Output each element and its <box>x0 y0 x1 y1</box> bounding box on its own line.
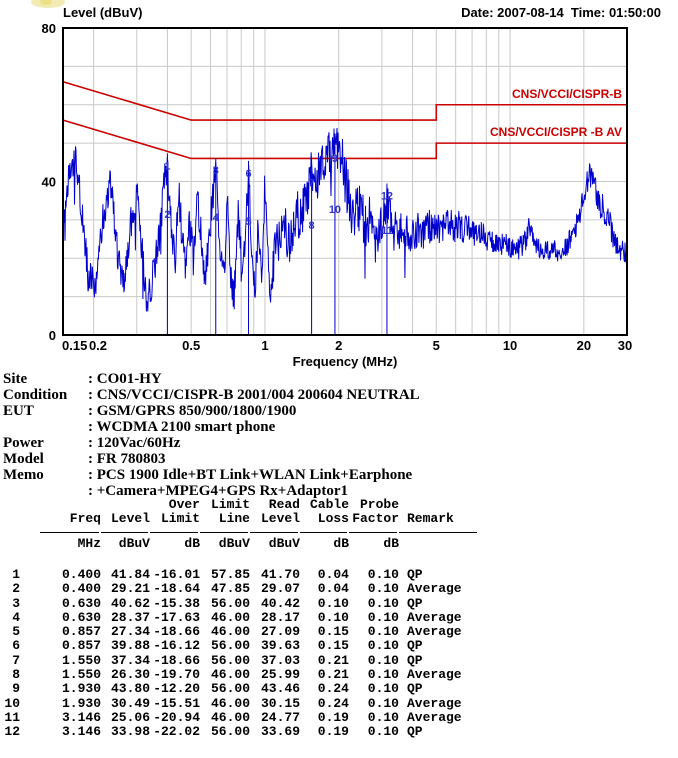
table-row-cell: 28.37 <box>110 609 150 625</box>
measurement-table <box>4 498 479 740</box>
table-row-cell: 56.00 <box>210 652 250 668</box>
table-row-cell: 47.85 <box>210 581 250 597</box>
table-row-cell: 30.15 <box>260 695 300 711</box>
table-row-cell: 33.69 <box>260 724 300 740</box>
marker-number-label: 10 <box>328 203 342 216</box>
table-row-cell: 3.146 <box>61 709 101 725</box>
table-row-cell: QP <box>407 681 423 697</box>
table-header-row1-cell: Limit <box>210 497 250 512</box>
emi-spectrum-chart <box>0 0 678 370</box>
table-row-cell: 46.00 <box>210 667 250 683</box>
info-row <box>3 419 643 435</box>
x-tick-label: 10 <box>502 338 518 353</box>
info-row <box>3 387 643 403</box>
axes <box>42 21 633 369</box>
table-row-cell: 0.857 <box>61 638 101 654</box>
info-label: Condition <box>3 387 68 403</box>
table-row-cell: -12.20 <box>153 681 200 697</box>
table-row-cell: 5 <box>12 624 20 640</box>
x-tick-label: 0.15 <box>62 338 88 353</box>
table-header-row1-cell <box>4 498 20 512</box>
table-row-cell: 1.930 <box>61 695 101 711</box>
table-row-cell: 9 <box>12 681 20 697</box>
table-row <box>4 597 479 611</box>
table-row-cell: 46.00 <box>210 609 250 625</box>
table-row-cell: QP <box>407 567 423 582</box>
table-row-cell: 43.80 <box>110 681 150 697</box>
table-row-cell: -18.64 <box>153 581 200 597</box>
info-row <box>3 435 643 451</box>
info-value: : CO01-HY <box>88 371 162 387</box>
table-row-cell: 1.550 <box>61 652 101 668</box>
table-row-cell: 30.49 <box>110 695 150 711</box>
table-units-row-cell <box>399 537 479 551</box>
x-tick-label: 1 <box>261 338 269 353</box>
table-row-cell: 25.99 <box>260 667 300 683</box>
marker-number-label: 6 <box>245 167 252 180</box>
table-row-cell: Average <box>407 709 462 725</box>
table-row-cell: QP <box>407 652 423 668</box>
table-row <box>4 725 479 739</box>
table-header-row1-cell: Read <box>268 497 300 512</box>
info-label <box>3 419 88 435</box>
table-row-cell: -22.02 <box>153 724 200 740</box>
table-units-row-cell: dBuV <box>118 536 150 551</box>
info-value: : CNS/VCCI/CISPR-B 2001/004 200604 NEUTRAL <box>88 387 420 403</box>
marker-number-label: 1 <box>164 160 171 173</box>
info-label: Site <box>3 371 28 387</box>
x-tick-label: 20 <box>576 338 592 353</box>
table-header-row2-cell: Remark <box>407 511 454 526</box>
table-row-cell: 0.21 <box>317 667 349 683</box>
table-row-cell: 0.400 <box>61 581 101 597</box>
table-row-cell: -15.38 <box>153 595 200 611</box>
table-row-cell: 1.550 <box>61 667 101 683</box>
table-units-row-cell: dB <box>383 536 399 551</box>
table-row-cell: 7 <box>12 652 20 668</box>
table-row-cell: 0.10 <box>367 581 399 597</box>
table-row-cell: 46.00 <box>210 624 250 640</box>
table-row <box>4 625 479 639</box>
marker-number-label: 12 <box>380 190 394 203</box>
info-value: : 120Vac/60Hz <box>88 435 181 451</box>
table-row-cell: Average <box>407 581 462 597</box>
table-row-cell: 43.46 <box>260 681 300 697</box>
y-tick-label: 0 <box>48 328 56 343</box>
table-rule-cell <box>4 526 20 537</box>
marker-number-label: 9 <box>331 152 339 165</box>
x-axis-title: Frequency (MHz) <box>292 354 398 369</box>
table-row-cell: 0.10 <box>317 595 349 611</box>
table-row-cell: 10 <box>4 695 20 711</box>
table-row-cell: 0.10 <box>367 667 399 683</box>
info-label: Memo <box>3 467 44 483</box>
table-row-cell: 37.34 <box>110 652 150 668</box>
y-tick-label: 40 <box>41 174 56 190</box>
table-row-cell: 29.21 <box>110 581 150 597</box>
x-tick-label: 5 <box>432 338 440 353</box>
table-row-cell: 0.10 <box>317 609 349 625</box>
table-row <box>4 582 479 596</box>
table-row-cell: -18.66 <box>153 624 200 640</box>
table-row <box>4 711 479 725</box>
table-units-row-cell: dBuV <box>218 536 250 551</box>
table-header-row2-cell: Limit <box>160 511 200 526</box>
marker-number-label: 11 <box>381 224 393 237</box>
table-row-cell: 39.88 <box>110 638 150 654</box>
x-tick-label: 30 <box>617 338 633 353</box>
table-header-row1 <box>4 498 479 512</box>
y-tick-label: 80 <box>41 21 56 36</box>
table-row-cell: 0.10 <box>367 709 399 725</box>
info-row <box>3 467 643 483</box>
table-header-row1-cell: Over <box>168 497 200 512</box>
table-row-cell: 0.15 <box>317 624 349 640</box>
table-header-row2-cell: Level <box>110 511 150 526</box>
table-row-cell: 0.400 <box>61 567 101 582</box>
info-label: EUT <box>3 403 34 419</box>
table-row <box>4 639 479 653</box>
y-axis-title: Level (dBuV) <box>63 5 143 20</box>
table-header-row2-cell: Level <box>260 511 300 526</box>
table-row-cell: 0.10 <box>367 695 399 711</box>
table-row-cell: 0.857 <box>61 624 101 640</box>
table-row-cell: 1.930 <box>61 681 101 697</box>
table-row-cell: 0.10 <box>367 652 399 668</box>
table-row-cell: 4 <box>12 609 20 625</box>
table-row <box>4 697 479 711</box>
info-label: Power <box>3 435 44 451</box>
table-row-cell: 40.42 <box>260 595 300 611</box>
limit-lines <box>63 82 627 159</box>
table-row-cell: -18.66 <box>153 652 200 668</box>
table-row-cell: 0.24 <box>317 695 349 711</box>
table-row-cell: 28.17 <box>260 609 300 625</box>
marker-number-label: 5 <box>245 216 252 229</box>
info-label <box>3 483 88 499</box>
info-value: : +Camera+MPEG4+GPS Rx+Adaptor1 <box>88 483 348 499</box>
table-row-cell: Average <box>407 667 462 683</box>
table-row-cell: QP <box>407 724 423 740</box>
table-units-row-cell: MHz <box>77 536 101 551</box>
table-row-cell: 27.09 <box>260 624 300 640</box>
table-units-row-cell: dB <box>184 536 200 551</box>
table-row-cell: 6 <box>12 638 20 654</box>
table-row <box>4 682 479 696</box>
table-row-cell: 0.630 <box>61 609 101 625</box>
datetime-label: Date: 2007-08-14 Time: 01:50:00 <box>461 5 661 20</box>
table-row-cell: 27.34 <box>110 624 150 640</box>
table-row-cell: 0.15 <box>317 638 349 654</box>
table-row-cell: 37.03 <box>260 652 300 668</box>
x-tick-label: 2 <box>335 338 343 353</box>
table-row-cell: Average <box>407 695 462 711</box>
table-header-row2-cell: Factor <box>352 511 399 526</box>
table-row-cell: 39.63 <box>260 638 300 654</box>
table-header-row1-cell <box>399 498 479 512</box>
table-row-cell: 46.00 <box>210 709 250 725</box>
table-row-cell: 0.10 <box>367 638 399 654</box>
table-units-row-cell: dB <box>333 536 349 551</box>
limit-line-label: CNS/VCCI/CISPR -B AV <box>489 125 622 140</box>
table-units-row-cell <box>4 537 20 551</box>
table-row-cell: -20.94 <box>153 709 200 725</box>
table-row-cell: 0.630 <box>61 595 101 611</box>
table-row-cell: 0.10 <box>367 567 399 582</box>
x-tick-label: 0.2 <box>88 338 108 353</box>
table-units-row-cell: dBuV <box>268 536 300 551</box>
marker-number-label: 2 <box>164 208 171 221</box>
info-row <box>3 403 643 419</box>
table-row-cell: 3 <box>12 595 20 611</box>
table-header-row2-cell: Loss <box>317 511 349 526</box>
marker-number-label: 4 <box>212 212 219 225</box>
table-row-cell: 12 <box>4 724 20 740</box>
table-row-cell: -17.63 <box>153 609 200 625</box>
table-row-cell: 1 <box>12 567 20 582</box>
table-row-cell: 0.10 <box>367 595 399 611</box>
table-row-cell: 0.10 <box>367 681 399 697</box>
spectrum-plot <box>0 0 678 370</box>
marker-number-label: 7 <box>308 177 315 190</box>
table-row-cell: 25.06 <box>110 709 150 725</box>
table-header-row2-cell: Line <box>218 511 250 526</box>
table-row <box>4 568 479 582</box>
x-tick-label: 0.5 <box>182 338 201 353</box>
table-row <box>4 668 479 682</box>
table-row-cell: 0.04 <box>317 567 349 582</box>
marker-number-label: 3 <box>212 165 219 178</box>
info-value: : FR 780803 <box>88 451 166 467</box>
table-row <box>4 611 479 625</box>
limit-line-label: CNS/VCCI/CISPR-B <box>511 86 622 101</box>
table-row-cell: 57.85 <box>210 567 250 582</box>
info-value: : GSM/GPRS 850/900/1800/1900 <box>88 403 297 419</box>
table-row-cell: 0.04 <box>317 581 349 597</box>
table-header-row1-cell: Probe <box>359 497 399 512</box>
info-value: : PCS 1900 Idle+BT Link+WLAN Link+Earphone <box>88 467 413 483</box>
table-row-cell: 0.10 <box>367 624 399 640</box>
table-row-cell: 26.30 <box>110 667 150 683</box>
table-row-cell: Average <box>407 624 462 640</box>
table-row-cell: 24.77 <box>260 709 300 725</box>
table-row-cell: 0.10 <box>367 609 399 625</box>
table-header-row2 <box>4 512 479 526</box>
table-spacer <box>4 551 479 568</box>
table-row-cell: 33.98 <box>110 724 150 740</box>
info-row <box>3 451 643 467</box>
table-row-cell: 46.00 <box>210 695 250 711</box>
test-info-block <box>3 371 643 499</box>
table-row-cell: 56.00 <box>210 724 250 740</box>
table-header-row1-cell <box>20 498 101 512</box>
table-row-cell: QP <box>407 595 423 611</box>
table-row-cell: 0.19 <box>317 709 349 725</box>
table-row-cell: Average <box>407 609 462 625</box>
table-row-cell: 40.62 <box>110 595 150 611</box>
table-header-row1-cell: Cable <box>309 497 349 512</box>
table-units-row <box>4 537 479 551</box>
table-row-cell: 41.84 <box>110 567 150 582</box>
marker-number-label: 8 <box>308 220 315 233</box>
table-row-cell: 0.21 <box>317 652 349 668</box>
table-header-row2-cell: Freq <box>69 511 101 526</box>
info-value: : WCDMA 2100 smart phone <box>88 419 276 435</box>
table-row-cell: -16.12 <box>153 638 200 654</box>
table-row-cell: 3.146 <box>61 724 101 740</box>
table-header-row2-cell <box>4 512 20 526</box>
table-row <box>4 654 479 668</box>
table-header-row1-cell <box>101 498 150 512</box>
table-row-cell: 56.00 <box>210 638 250 654</box>
table-rule-cell <box>399 526 479 537</box>
table-row-cell: 8 <box>12 667 20 683</box>
info-label: Model <box>3 451 44 467</box>
table-row-cell: 11 <box>4 709 20 725</box>
table-row-cell: 56.00 <box>210 595 250 611</box>
table-row-cell: 0.24 <box>317 681 349 697</box>
table-row-cell: 29.07 <box>260 581 300 597</box>
table-row-cell: 0.10 <box>367 724 399 740</box>
table-row-cell: 2 <box>12 581 20 597</box>
info-row <box>3 371 643 387</box>
table-row-cell: 0.19 <box>317 724 349 740</box>
table-row-cell: QP <box>407 638 423 654</box>
table-row-cell: 56.00 <box>210 681 250 697</box>
table-row-cell: -15.51 <box>153 695 200 711</box>
table-row-cell: -16.01 <box>153 567 200 582</box>
table-row-cell: -19.70 <box>153 667 200 683</box>
table-row-cell: 41.70 <box>260 567 300 582</box>
